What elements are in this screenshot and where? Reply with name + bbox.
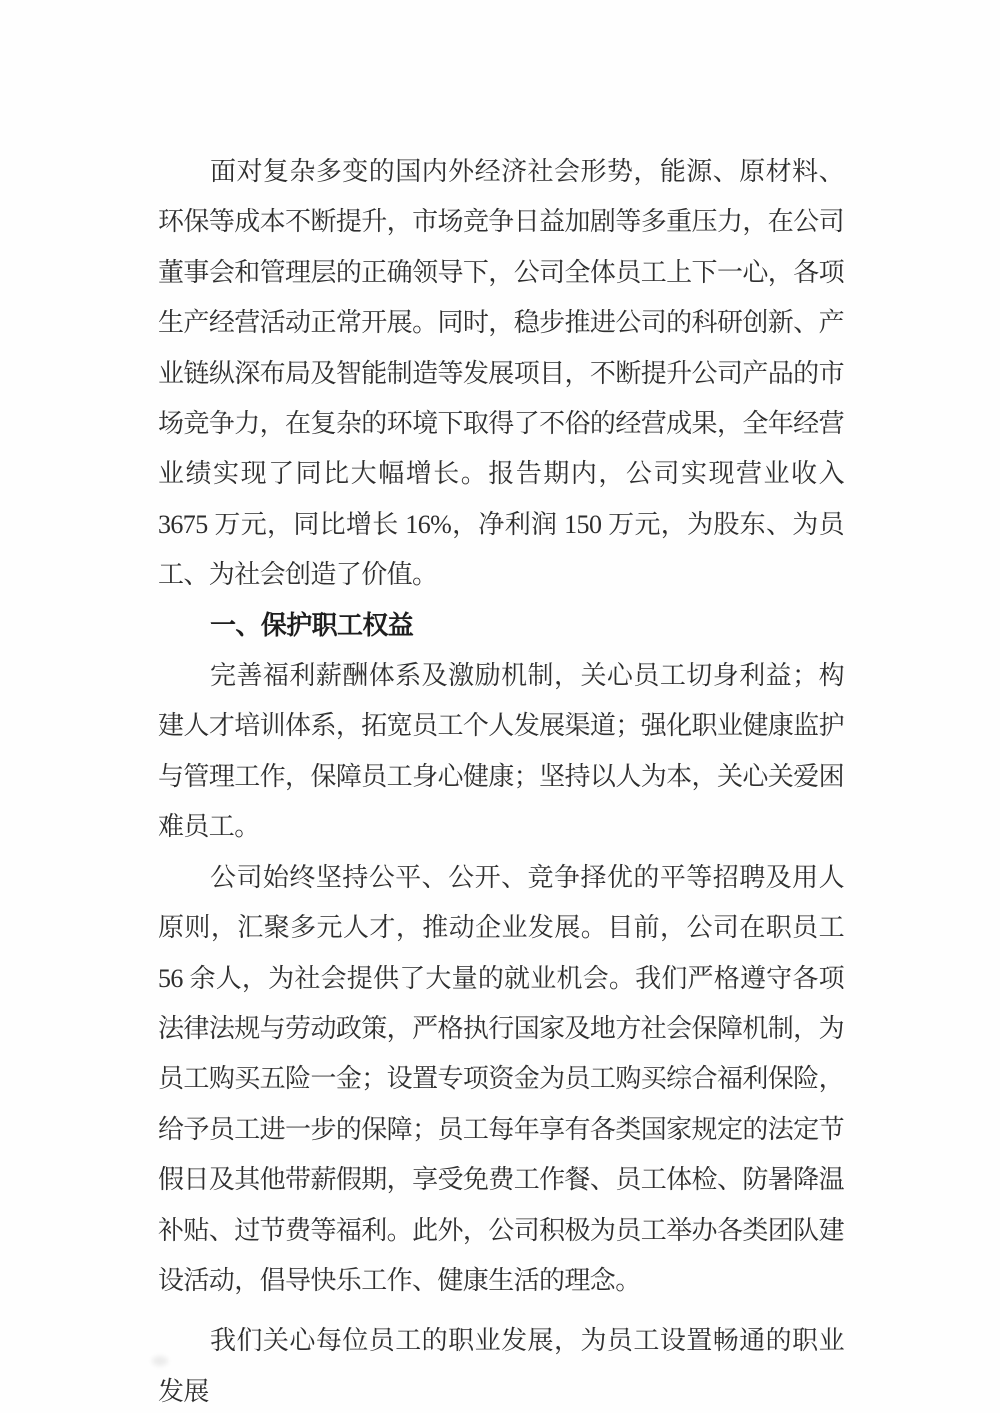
paragraph-intro: 面对复杂多变的国内外经济社会形势，能源、原材料、环保等成本不断提升，市场竞争日益加剧等多重压力，在公司董事会和管理层的正确领导下，公司全体员工上下一心，各项生产经营活动正常开展。同时，稳步推进公司的科研创新、产业链纵深布局及智能制造等发展项目，不断提升公司产品的市场竞争力，在复杂的环境下取得了不俗的经营成果，全年经营业绩实现了同比大幅增长。报告期内，公司实现营业收入 3675 万元，同比增长 16%，净利润 150 万元，为股东、为员工、为社会创造了价值。 <box>158 157 844 590</box>
paragraph-recruitment-benefits: 公司始终坚持公平、公开、竞争择优的平等招聘及用人原则，汇聚多元人才，推动企业发展。目前，公司在职员工 56 余人，为社会提供了大量的就业机会。我们严格遵守各项法律法规与劳动政策，严格执行国家及地方社会保障机制，为员工购买五险一金；设置专项资金为员工购买综合福利保险，给予员工进一步的保障；员工每年享有各类国家规定的法定节假日及其他带薪假期，享受免费工作餐、员工体检、防暑降温补贴、过节费等福利。此外，公司积极为员工举办各类团队建设活动，倡导快乐工作、健康生活的理念。 <box>158 862 844 1295</box>
paragraph-welfare-system: 完善福利薪酬体系及激励机制，关心员工切身利益；构建人才培训体系，拓宽员工个人发展渠道；强化职业健康监护与管理工作，保障员工身心健康；坚持以人为本，关心关爱困难员工。 <box>158 661 844 842</box>
paragraph-career-development: 我们关心每位员工的职业发展，为员工设置畅通的职业发展 <box>158 1326 844 1406</box>
document-body <box>158 147 844 1413</box>
section-heading-protect-employee-rights: 一、保护职工权益 <box>210 610 414 640</box>
scan-smudge <box>152 1356 168 1366</box>
